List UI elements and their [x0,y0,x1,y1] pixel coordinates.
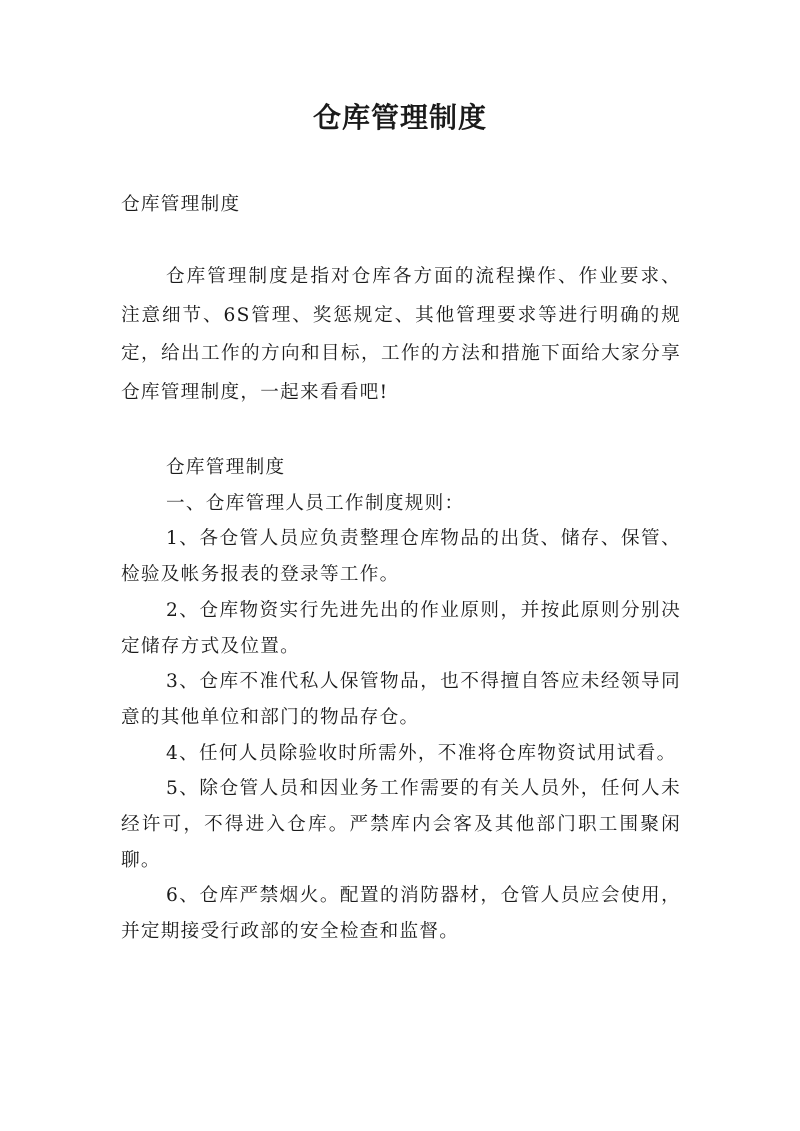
document-subtitle: 仓库管理制度 [121,194,241,215]
rule-item-1: 1、各仓管人员应负责整理仓库物品的出货、储存、保管、检验及帐务报表的登录等工作。 [121,528,681,586]
intro-paragraph: 仓库管理制度是指对仓库各方面的流程操作、作业要求、注意细节、6S管理、奖惩规定、其他管理要求等进行明确的规定，给出工作的方向和目标，工作的方法和措施下面给大家分享仓库管理制度，一起来看看吧! [121,266,681,403]
rule-item-5: 5、除仓管人员和因业务工作需要的有关人员外，任何人未经许可，不得进入仓库。严禁库内会客及其他部门职工围聚闲聊。 [121,778,681,871]
document-title: 仓库管理制度 [312,101,487,134]
rule-item-3: 3、仓库不准代私人保管物品，也不得擅自答应未经领导同意的其他单位和部门的物品存仓。 [121,671,681,728]
section-title: 仓库管理制度 [166,457,286,478]
section-heading: 一、仓库管理人员工作制度规则： [166,492,465,514]
rules-section [121,450,681,950]
rule-item-4: 4、任何人员除验收时所需外，不准将仓库物资试用试看。 [166,742,677,764]
rule-item-2: 2、仓库物资实行先进先出的作业原则，并按此原则分别决定储存方式及位置。 [121,599,681,657]
rule-item-6: 6、仓库严禁烟火。配置的消防器材，仓管人员应会使用，并定期接受行政部的安全检查和监督。 [121,885,681,943]
